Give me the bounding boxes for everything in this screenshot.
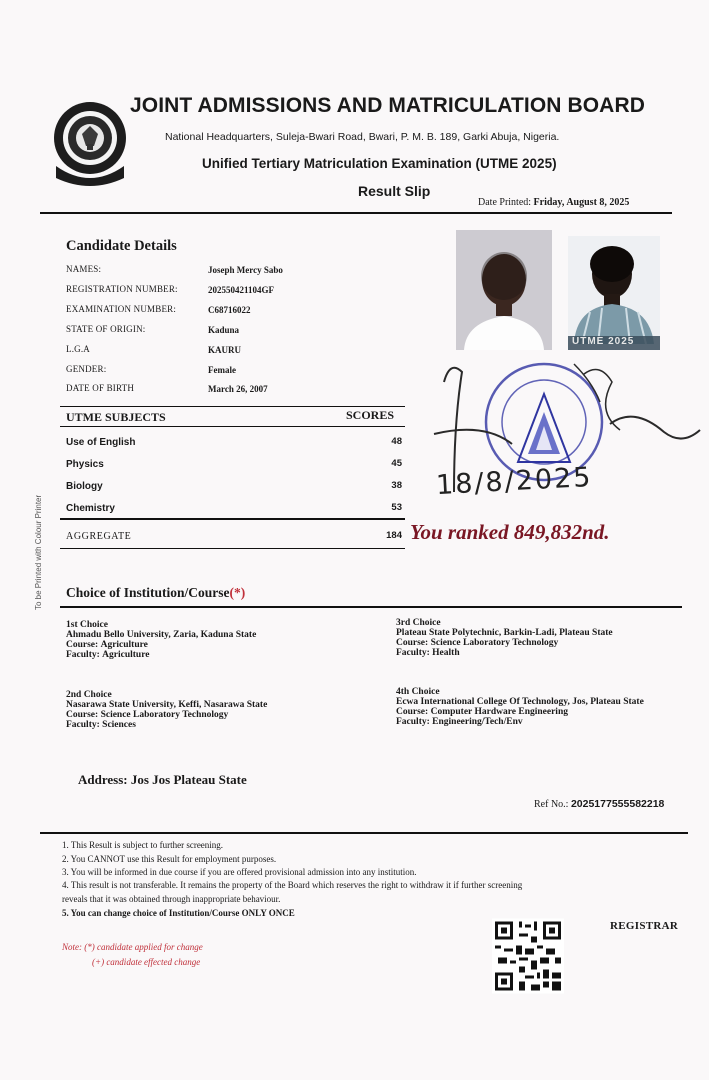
names-label: NAMES: [66, 264, 102, 274]
scores-heading: SCORES [346, 408, 395, 422]
choice-2-faculty: Sciences [102, 720, 136, 730]
gender-value: Female [208, 365, 236, 375]
state-of-origin-value: Kaduna [208, 325, 240, 335]
choice-3 [396, 618, 613, 658]
date-printed-label: Date Printed: [478, 197, 532, 208]
registration-number-label: REGISTRATION NUMBER: [66, 284, 178, 294]
subject-physics: Physics [66, 459, 104, 470]
header-divider [40, 212, 672, 214]
choice-3-institution: Plateau State Polytechnic, Barkin-Ladi, Plateau State [396, 628, 613, 638]
candidate-photo [456, 230, 552, 350]
choice-4-course: Computer Hardware Engineering [430, 707, 568, 717]
choice-heading-text: Choice of Institution/Course [66, 585, 230, 600]
rank-text: You ranked 849,832nd. [410, 520, 610, 544]
aggregate-value: 184 [386, 530, 402, 541]
subject-english: Use of English [66, 437, 136, 448]
slip-title: Result Slip [358, 183, 431, 199]
choice-1-faculty: Agriculture [102, 650, 150, 660]
score-physics: 45 [391, 458, 402, 469]
lga-label: L.G.A [66, 344, 90, 354]
choice-heading [66, 585, 245, 601]
note-2: 2. You CANNOT use this Result for employment purposes. [62, 854, 277, 864]
reference-label: Ref No.: [534, 799, 569, 810]
exam-title: Unified Tertiary Matriculation Examination (UTME 2025) [202, 156, 557, 171]
lga-value: KAURU [208, 345, 241, 355]
notes-divider [40, 832, 688, 834]
address-value: Jos Jos Plateau State [130, 772, 247, 787]
colour-printer-note: To be Printed with Colour Printer [34, 494, 43, 610]
choice-3-course-label: Course: [396, 638, 429, 648]
names-value: Joseph Mercy Sabo [208, 265, 283, 275]
choice-2-course-label: Course: [66, 710, 99, 720]
choice-4-course-label: Course: [396, 707, 429, 717]
choice-4-institution: Ecwa International College Of Technology, Jos, Plateau State [396, 697, 644, 707]
choice-3-faculty: Health [432, 648, 460, 658]
board-title: JOINT ADMISSIONS AND MATRICULATION BOARD [130, 94, 645, 117]
choice-3-faculty-label: Faculty: [396, 648, 430, 658]
choice-2-institution: Nasarawa State University, Keffi, Nasarawa State [66, 700, 268, 710]
candidate-details-heading: Candidate Details [66, 238, 177, 254]
candidate-address [78, 772, 247, 788]
utme-capture-photo [568, 236, 660, 350]
legend-applied: Note: (*) candidate applied for change [62, 942, 203, 952]
choice-3-title: 3rd Choice [396, 618, 441, 628]
note-1: 1. This Result is subject to further screening. [62, 840, 224, 850]
legend-effected: (+) candidate effected change [92, 957, 201, 967]
address-label: Address: [78, 772, 128, 787]
date-of-birth-value: March 26, 2007 [208, 384, 268, 394]
subjects-heading: UTME SUBJECTS [66, 410, 166, 424]
subjects-top-rule [60, 406, 405, 407]
choice-2 [66, 690, 267, 730]
examination-number-label: EXAMINATION NUMBER: [66, 304, 177, 314]
choice-4-title: 4th Choice [396, 687, 440, 697]
reference-number [534, 798, 664, 810]
subject-chemistry: Chemistry [66, 503, 115, 514]
state-of-origin-label: STATE OF ORIGIN: [66, 324, 146, 334]
qr-code [492, 918, 564, 994]
note-4: 4. This result is not transferable. It remains the property of the Board which reserves the right to withdraw it if further screening [62, 880, 523, 890]
choice-heading-marker: (*) [229, 585, 246, 600]
note-4-continued: reveals that it was obtained through inappropriate behaviour. [62, 894, 281, 904]
score-chemistry: 53 [391, 502, 402, 513]
date-printed-value: Friday, August 8, 2025 [533, 197, 630, 208]
score-english: 48 [391, 436, 402, 447]
choice-1-course-label: Course: [66, 640, 99, 650]
choice-divider [60, 606, 682, 608]
registrar-label: REGISTRAR [610, 920, 679, 932]
choice-1-institution: Ahmadu Bello University, Zaria, Kaduna State [66, 630, 257, 640]
choice-2-course: Science Laboratory Technology [100, 710, 229, 720]
choice-1-title: 1st Choice [66, 620, 108, 630]
choice-2-faculty-label: Faculty: [66, 720, 100, 730]
aggregate-top-rule [60, 518, 405, 520]
photo-caption: UTME 2025 [572, 336, 635, 347]
choice-1-faculty-label: Faculty: [66, 650, 100, 660]
reference-value: 2025177555582218 [570, 798, 665, 810]
gender-label: GENDER: [66, 364, 107, 374]
registration-number-value: 202550421104GF [208, 285, 275, 295]
choice-2-title: 2nd Choice [66, 690, 112, 700]
choice-4-faculty-label: Faculty: [396, 717, 430, 727]
choice-1 [66, 620, 256, 660]
aggregate-bottom-rule [60, 548, 405, 549]
subjects-header-rule [60, 426, 405, 427]
examination-number-value: C68716022 [208, 305, 251, 315]
choice-4 [396, 687, 644, 727]
note-5: 5. You can change choice of Institution/Course ONLY ONCE [62, 908, 295, 918]
subject-biology: Biology [66, 481, 103, 492]
date-printed [478, 197, 629, 208]
choice-3-course: Science Laboratory Technology [430, 638, 559, 648]
choice-1-course: Agriculture [100, 640, 148, 650]
aggregate-label: AGGREGATE [66, 531, 132, 542]
note-3: 3. You will be informed in due course if you are offered provisional admission into any institution. [62, 867, 417, 877]
date-of-birth-label: DATE OF BIRTH [66, 383, 135, 393]
jamb-logo [52, 94, 128, 190]
board-address: National Headquarters, Suleja-Bwari Road, Bwari, P. M. B. 189, Garki Abuja, Nigeria. [165, 131, 560, 143]
score-biology: 38 [391, 480, 402, 491]
choice-4-faculty: Engineering/Tech/Env [432, 717, 523, 727]
stamp-date: 18/8/2025 [435, 461, 594, 502]
